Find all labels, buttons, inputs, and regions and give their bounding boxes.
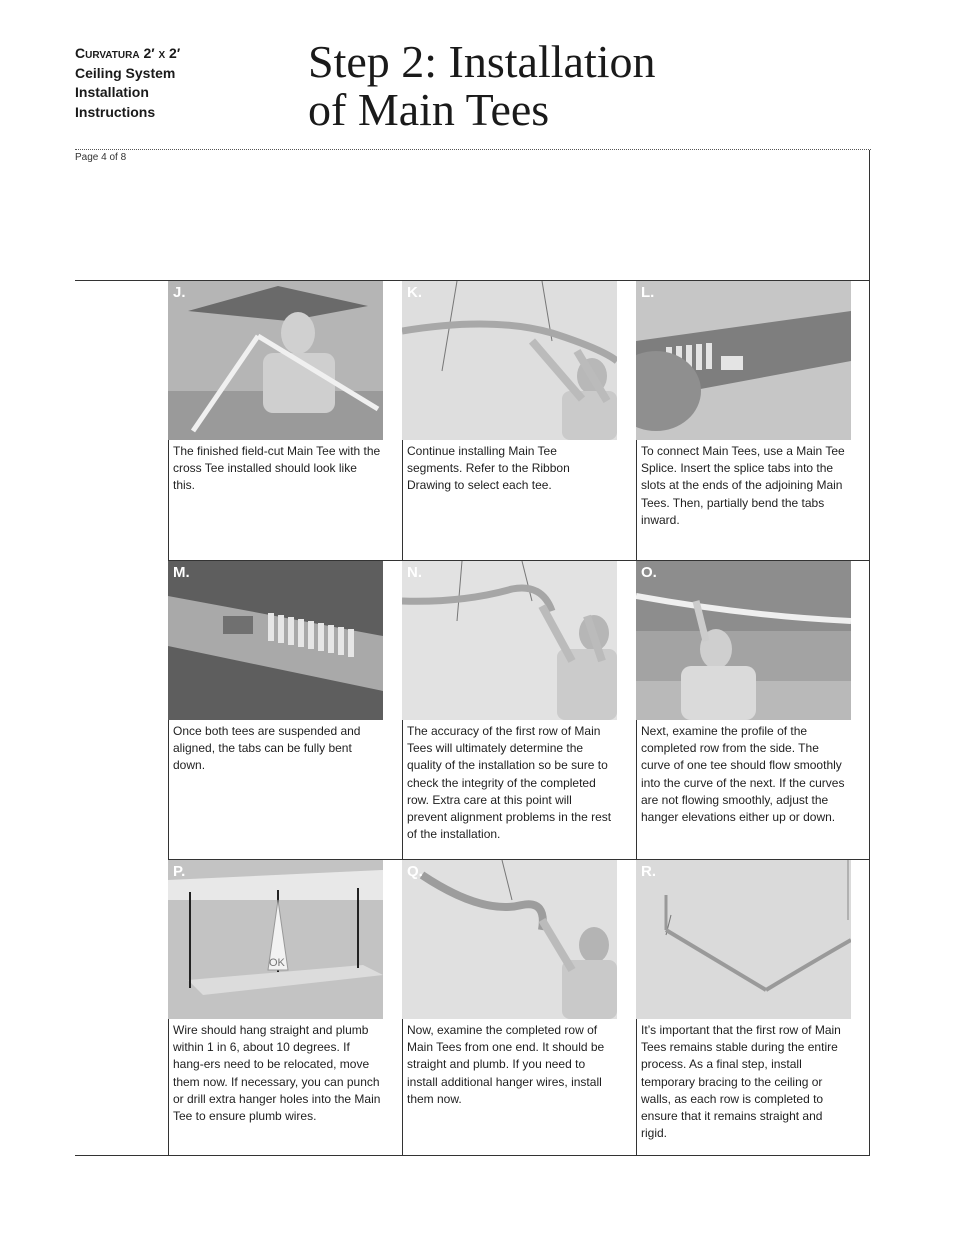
doc-title-line-3: Installation [75, 84, 149, 100]
step-letter-o: O. [641, 564, 657, 581]
header-divider [75, 149, 871, 150]
step-photo-r [636, 860, 851, 1019]
doc-title-line-1: Curvatura 2′ x 2′ [75, 45, 181, 61]
page-number: Page 4 of 8 [75, 152, 127, 163]
heading-line-2: of Main Tees [308, 84, 550, 135]
step-caption-q: Now, examine the completed row of Main Tees from one end. It should be straight and plumb. If you need to install additional hanger wires, install them now. [407, 1023, 605, 1106]
step-caption-j: The finished field-cut Main Tee with the cross Tee installed should look like this. [173, 444, 381, 493]
step-photo-j [168, 281, 383, 440]
step-photo-p [168, 860, 383, 1019]
step-photo-l [636, 281, 851, 440]
step-photo-q [402, 860, 617, 1019]
step-caption-p: Wire should hang straight and plumb within 1 in 6, about 10 degrees. If hang-ers need to be relocated, move them now. If necessary, you can punch or drill extra hanger holes into the Main Tee to ensure plumb wires. [173, 1023, 381, 1124]
document-title [75, 44, 225, 122]
doc-title-line-2: Ceiling System [75, 64, 176, 81]
step-caption-n: The accuracy of the first row of Main Tees will ultimately determine the quality of the installation so be sure to check the integrity of the completed row. Extra care at this point will prevent alignment problems in the rest of the installation. [407, 724, 612, 842]
step-caption-m: Once both tees are suspended and aligned, the tabs can be fully bent down. [173, 724, 361, 773]
step-letter-k: K. [407, 284, 422, 301]
step-caption-l: To connect Main Tees, use a Main Tee Splice. Insert the splice tabs into the slots at the ends of the adjoining Main Tees. Then, partially bend the tabs inward. [641, 444, 845, 527]
heading-line-1: Step 2: Installation [308, 36, 656, 87]
step-letter-m: M. [173, 564, 190, 581]
page-heading [308, 38, 656, 134]
step-photo-k [402, 281, 617, 440]
step-letter-j: J. [173, 284, 186, 301]
step-caption-r: It’s important that the first row of Main Tees remains stable during the entire process. As a final step, install temporary bracing to the ceiling or walls, as each row is completed to ensure that it remains straight and rigid. [641, 1023, 841, 1141]
step-letter-p: P. [173, 863, 186, 880]
step-caption-k: Continue installing Main Tee segments. Refer to the Ribbon Drawing to select each tee. [407, 444, 570, 493]
step-letter-r: R. [641, 863, 656, 880]
grid-bottom-rule [75, 1155, 870, 1156]
doc-title-line-4: Instructions [75, 103, 156, 120]
step-letter-n: N. [407, 564, 422, 581]
step-photo-n [402, 561, 617, 720]
step-caption-o: Next, examine the profile of the completed row from the side. The curve of one tee should flow smoothly into the curve of the next. If the curves are not flowing smoothly, adjust the hanger elevations either up or down. [641, 724, 845, 825]
diagram-ok-label: OK [269, 957, 285, 969]
step-letter-l: L. [641, 284, 655, 301]
step-photo-o [636, 561, 851, 720]
step-photo-m [168, 561, 383, 720]
step-letter-q: Q. [407, 863, 423, 880]
frame-right-border [869, 150, 870, 1156]
